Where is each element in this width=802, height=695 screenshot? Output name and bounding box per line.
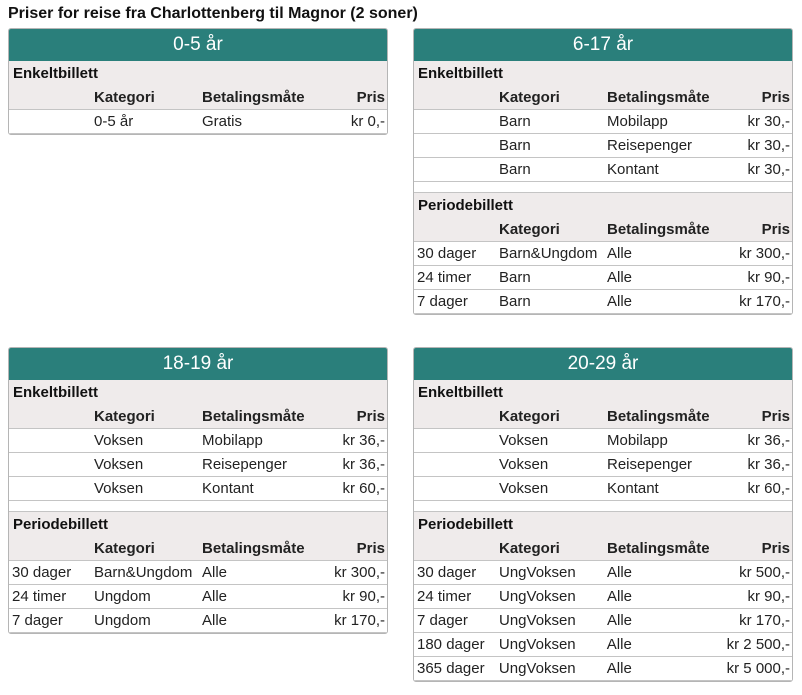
cell-varighet: 7 dager <box>417 612 468 629</box>
table-row <box>414 266 792 290</box>
cell-kategori: Ungdom <box>94 588 151 605</box>
table-row <box>9 585 387 609</box>
cell-pris: kr 170,- <box>739 612 790 629</box>
column-header-varighet <box>9 404 94 428</box>
table-row <box>414 134 792 158</box>
column-header-betaling: Betalingsmåte <box>607 221 710 238</box>
column-header-row <box>414 404 792 429</box>
cell-pris: kr 60,- <box>342 480 385 497</box>
cell-varighet: 24 timer <box>417 269 472 286</box>
column-header-pris: Pris <box>761 540 790 557</box>
table-row <box>414 290 792 314</box>
column-header-pris: Pris <box>356 408 385 425</box>
table-row <box>9 477 387 501</box>
cell-pris: kr 170,- <box>739 293 790 310</box>
cell-kategori: UngVoksen <box>498 660 576 677</box>
cell-betaling: Alle <box>607 293 633 310</box>
table-row <box>414 110 792 134</box>
column-header-betaling: Betalingsmåte <box>202 89 305 106</box>
column-header-betaling: Betalingsmåte <box>202 540 305 557</box>
cell-kategori: Barn <box>499 113 531 130</box>
table-row <box>414 477 792 501</box>
table-row <box>9 609 387 633</box>
cell-pris: kr 90,- <box>342 588 385 605</box>
price-card <box>8 347 388 634</box>
cell-kategori: Barn <box>499 293 531 310</box>
cell-pris: kr 300,- <box>739 245 790 262</box>
table-row <box>9 110 387 134</box>
cell-pris: kr 36,- <box>342 456 385 473</box>
cell-varighet <box>9 453 94 476</box>
cell-kategori: Voksen <box>499 432 549 449</box>
card-heading: 0-5 år <box>9 29 387 61</box>
column-header-betaling: Betalingsmåte <box>202 408 305 425</box>
cell-betaling: Alle <box>606 636 632 653</box>
column-header-varighet <box>414 217 499 241</box>
table-row <box>9 453 387 477</box>
column-header-kategori: Kategori <box>94 408 155 425</box>
cell-betaling: Reisepenger <box>202 456 288 473</box>
card-heading: 18-19 år <box>9 348 387 380</box>
cell-pris: kr 300,- <box>334 564 385 581</box>
cell-varighet: 30 dager <box>417 564 477 581</box>
section-divider <box>414 501 792 512</box>
enkeltbillett-section <box>414 61 792 182</box>
column-header-row <box>414 536 792 561</box>
enkeltbillett-section <box>414 380 792 501</box>
cell-betaling: Alle <box>202 564 228 581</box>
column-header-pris: Pris <box>356 540 385 557</box>
cell-varighet <box>414 453 499 476</box>
cell-betaling: Kontant <box>607 161 659 178</box>
cell-betaling: Mobilapp <box>607 432 668 449</box>
cell-varighet <box>414 158 499 181</box>
cell-varighet: 180 dager <box>417 636 485 653</box>
cell-betaling: Mobilapp <box>202 432 263 449</box>
cell-betaling: Alle <box>607 588 633 605</box>
column-header-kategori: Kategori <box>499 540 560 557</box>
cell-varighet: 365 dager <box>417 660 485 677</box>
section-title: Enkeltbillett <box>13 65 99 82</box>
cell-pris: kr 30,- <box>747 161 790 178</box>
cell-betaling: Kontant <box>202 480 254 497</box>
column-header-pris: Pris <box>356 89 385 106</box>
table-row <box>414 609 792 633</box>
cell-varighet <box>9 110 94 133</box>
cell-kategori: Voksen <box>94 480 144 497</box>
cell-kategori: UngVoksen <box>498 636 576 653</box>
cell-varighet <box>9 429 94 452</box>
section-title: Enkeltbillett <box>418 384 504 401</box>
cell-pris: kr 5 000,- <box>726 660 791 677</box>
cell-kategori: UngVoksen <box>499 564 576 581</box>
cell-pris: kr 36,- <box>342 432 385 449</box>
cell-kategori: UngVoksen <box>499 612 576 629</box>
cell-varighet <box>414 477 499 500</box>
cell-betaling: Alle <box>606 660 632 677</box>
periodebillett-section <box>414 512 792 681</box>
column-header-kategori: Kategori <box>499 221 560 238</box>
cell-pris: kr 36,- <box>747 456 790 473</box>
column-header-row <box>414 217 792 242</box>
cell-varighet: 7 dager <box>12 612 63 629</box>
cell-kategori: Voksen <box>499 480 549 497</box>
table-row <box>9 429 387 453</box>
cell-betaling: Gratis <box>202 113 243 130</box>
cell-betaling: Alle <box>607 269 633 286</box>
cell-betaling: Alle <box>202 588 228 605</box>
cell-betaling: Alle <box>607 245 633 262</box>
column-header-row <box>9 536 387 561</box>
section-title: Periodebillett <box>13 516 109 533</box>
cell-betaling: Alle <box>202 612 228 629</box>
cell-betaling: Alle <box>607 564 633 581</box>
cell-kategori: Ungdom <box>94 612 151 629</box>
section-divider <box>414 182 792 193</box>
card-heading: 20-29 år <box>414 348 792 380</box>
column-header-row <box>9 404 387 429</box>
cell-varighet: 30 dager <box>12 564 72 581</box>
section-title: Enkeltbillett <box>418 65 504 82</box>
cell-pris: kr 90,- <box>747 588 790 605</box>
table-row <box>414 429 792 453</box>
section-title: Periodebillett <box>418 197 514 214</box>
column-header-betaling: Betalingsmåte <box>607 408 710 425</box>
column-header-betaling: Betalingsmåte <box>607 89 710 106</box>
table-row <box>414 158 792 182</box>
section-header <box>9 61 387 110</box>
cell-kategori: Barn <box>499 269 531 286</box>
card-heading: 6-17 år <box>414 29 792 61</box>
column-header-varighet <box>414 85 499 109</box>
section-header <box>414 193 792 242</box>
cell-kategori: Voksen <box>94 432 144 449</box>
cell-betaling: Kontant <box>607 480 659 497</box>
column-header-pris: Pris <box>761 89 790 106</box>
table-row <box>414 585 792 609</box>
periodebillett-section <box>9 512 387 633</box>
section-divider <box>9 501 387 512</box>
price-card <box>8 28 388 135</box>
column-header-varighet <box>9 536 94 560</box>
column-header-betaling: Betalingsmåte <box>607 540 710 557</box>
cell-varighet: 30 dager <box>417 245 477 262</box>
section-title: Enkeltbillett <box>13 384 99 401</box>
enkeltbillett-section <box>9 61 387 134</box>
cell-kategori: Barn&Ungdom <box>94 564 193 581</box>
cell-betaling: Reisepenger <box>607 456 693 473</box>
column-header-row <box>414 85 792 110</box>
column-header-kategori: Kategori <box>94 89 155 106</box>
cell-pris: kr 0,- <box>350 113 385 130</box>
section-header <box>414 380 792 429</box>
cell-kategori: Barn <box>499 161 531 178</box>
cell-kategori: UngVoksen <box>499 588 576 605</box>
page-title: Priser for reise fra Charlottenberg til Magnor (2 soner) <box>8 5 418 22</box>
table-row <box>414 453 792 477</box>
section-header <box>414 61 792 110</box>
cell-kategori: Voksen <box>94 456 144 473</box>
enkeltbillett-section <box>9 380 387 501</box>
cell-betaling: Reisepenger <box>607 137 693 154</box>
table-row <box>9 561 387 585</box>
cell-betaling: Mobilapp <box>607 113 668 130</box>
cell-betaling: Alle <box>607 612 633 629</box>
price-card <box>413 347 793 682</box>
price-card <box>413 28 793 315</box>
cell-pris: kr 60,- <box>747 480 790 497</box>
cell-kategori: Barn <box>499 137 531 154</box>
column-header-kategori: Kategori <box>499 408 560 425</box>
table-row <box>414 561 792 585</box>
table-row <box>414 657 792 681</box>
column-header-varighet <box>9 85 94 109</box>
table-row <box>414 242 792 266</box>
cell-varighet <box>9 477 94 500</box>
column-header-pris: Pris <box>761 221 790 238</box>
column-header-kategori: Kategori <box>94 540 155 557</box>
cell-varighet <box>414 429 499 452</box>
cell-pris: kr 500,- <box>739 564 790 581</box>
cell-pris: kr 90,- <box>747 269 790 286</box>
cell-pris: kr 30,- <box>747 137 790 154</box>
cell-varighet <box>414 134 499 157</box>
cell-pris: kr 36,- <box>747 432 790 449</box>
cell-pris: kr 30,- <box>747 113 790 130</box>
cell-pris: kr 170,- <box>334 612 385 629</box>
column-header-varighet <box>414 536 499 560</box>
cell-varighet: 24 timer <box>12 588 67 605</box>
cell-varighet: 24 timer <box>417 588 472 605</box>
table-row <box>414 633 792 657</box>
cell-varighet <box>414 110 499 133</box>
cell-pris: kr 2 500,- <box>726 636 791 653</box>
column-header-row <box>9 85 387 110</box>
column-header-kategori: Kategori <box>499 89 560 106</box>
column-header-varighet <box>414 404 499 428</box>
section-header <box>9 512 387 561</box>
cell-kategori: Barn&Ungdom <box>499 245 598 262</box>
section-header <box>9 380 387 429</box>
column-header-pris: Pris <box>761 408 790 425</box>
section-header <box>414 512 792 561</box>
section-title: Periodebillett <box>418 516 514 533</box>
periodebillett-section <box>414 193 792 314</box>
cell-kategori: 0-5 år <box>94 113 134 130</box>
cell-kategori: Voksen <box>499 456 549 473</box>
cell-varighet: 7 dager <box>417 293 468 310</box>
